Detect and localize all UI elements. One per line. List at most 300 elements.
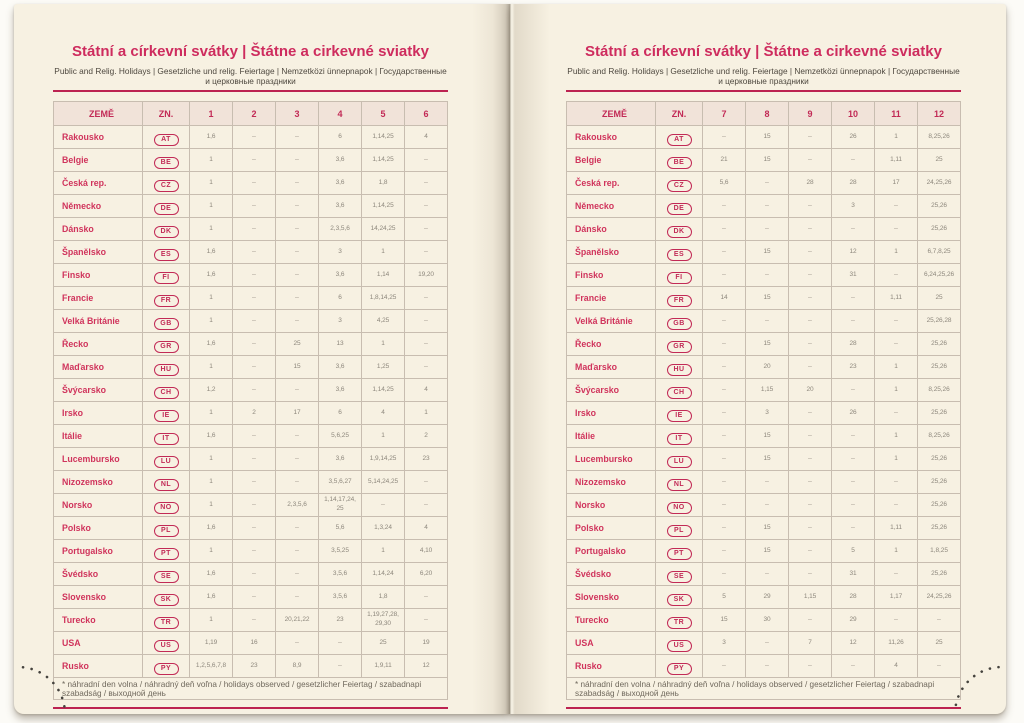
holiday-dates-cell: 1, 8 [362,172,405,195]
country-code-cell [656,310,703,333]
country-name: Finsko [567,264,656,287]
country-name: Nizozemsko [54,471,143,494]
holiday-dates-cell: 25, 26 [918,356,961,379]
country-name: Řecko [567,333,656,356]
holiday-dates-cell: 1 [875,356,918,379]
holiday-dates-cell: – [405,609,448,632]
holiday-dates-cell: 15 [276,356,319,379]
holiday-dates-cell: 3, 6 [319,264,362,287]
holiday-dates-cell: – [233,425,276,448]
holiday-dates-cell: – [746,195,789,218]
holiday-dates-cell: 1, 14, 24 [362,563,405,586]
holiday-dates-cell: 8, 25, 26 [918,379,961,402]
holiday-dates-cell: – [789,655,832,678]
holiday-dates-cell: – [789,356,832,379]
country-code-cell [656,471,703,494]
holiday-dates-cell: – [746,218,789,241]
country-name: Slovensko [567,586,656,609]
holiday-dates-cell: 31 [832,563,875,586]
holiday-dates-cell: 15 [746,540,789,563]
holiday-dates-cell: – [789,448,832,471]
country-code-cell [656,172,703,195]
country-code-cell [656,609,703,632]
country-code-badge: DK [154,226,179,238]
country-code-badge: HU [667,364,692,376]
table-row [54,586,448,609]
holiday-dates-cell: – [319,632,362,655]
country-code-cell [143,218,190,241]
holiday-dates-cell: – [233,540,276,563]
country-name: Německo [567,195,656,218]
holiday-dates-cell: – [746,632,789,655]
table-row [567,655,961,678]
holiday-dates-cell: 1, 14, 25 [362,379,405,402]
country-code-cell [143,425,190,448]
holiday-dates-cell: – [703,425,746,448]
holiday-dates-cell: 2, 3, 5, 6 [276,494,319,517]
column-header-country: ZEMĚ [54,102,143,126]
holiday-dates-cell: – [405,356,448,379]
table-row [567,517,961,540]
holiday-dates-cell: 1, 8 [362,586,405,609]
country-name: Irsko [567,402,656,425]
holiday-dates-cell: – [918,609,961,632]
holiday-dates-cell: – [832,494,875,517]
table-row [54,264,448,287]
country-code-badge: NL [667,479,692,491]
country-name: Irsko [54,402,143,425]
table-row [567,540,961,563]
holiday-dates-cell: 1, 14, 25 [362,195,405,218]
holiday-dates-cell: 1, 14, 25 [362,149,405,172]
country-name: Polsko [54,517,143,540]
country-name: USA [54,632,143,655]
table-row [54,655,448,678]
holiday-dates-cell: 15 [746,333,789,356]
holiday-dates-cell: – [832,448,875,471]
page-subtitle: Public and Relig. Holidays | Gesetzliche und relig. Feiertage | Nemzetközi ünnepnapok | Государственные и церковные праздники [567,66,960,86]
holiday-dates-cell: 5 [832,540,875,563]
holiday-dates-cell: – [746,471,789,494]
holiday-dates-cell: – [405,287,448,310]
table-row [54,448,448,471]
holiday-dates-cell: – [233,172,276,195]
holiday-dates-cell: 1, 19 [190,632,233,655]
country-code-badge: ES [667,249,692,261]
holiday-dates-cell: 20, 21, 22 [276,609,319,632]
holidays-table [566,101,961,678]
country-code-badge: TR [154,617,179,629]
country-code-cell [143,448,190,471]
country-code-cell [143,517,190,540]
holiday-dates-cell: 3 [319,310,362,333]
country-code-cell [656,379,703,402]
holiday-dates-cell: 1 [875,126,918,149]
holiday-dates-cell: 1 [190,218,233,241]
holiday-dates-cell: 1 [875,241,918,264]
country-code-cell [143,471,190,494]
country-code-cell [143,333,190,356]
holiday-dates-cell: 1 [875,540,918,563]
country-name: Velká Británie [54,310,143,333]
country-name: Finsko [54,264,143,287]
country-name: Česká rep. [567,172,656,195]
holidays-table [53,101,448,678]
country-code-badge: BE [154,157,179,169]
table-row [54,425,448,448]
table-row [54,540,448,563]
column-header-month: 10 [832,102,875,126]
holiday-dates-cell: 11, 26 [875,632,918,655]
holiday-dates-cell: 15 [746,425,789,448]
holiday-dates-cell: – [832,287,875,310]
holiday-dates-cell: – [276,218,319,241]
country-code-cell [656,402,703,425]
country-code-badge: SK [667,594,692,606]
country-name: Francie [567,287,656,310]
holiday-dates-cell: 1, 8, 14, 25 [362,287,405,310]
table-row [54,126,448,149]
holiday-dates-cell: 25, 26 [918,494,961,517]
holiday-dates-cell: 3, 5, 6 [319,563,362,586]
column-header-month: 4 [319,102,362,126]
holiday-dates-cell: 28 [832,333,875,356]
country-code-cell [143,655,190,678]
divider-line [53,90,448,92]
holiday-dates-cell: 20 [789,379,832,402]
holiday-dates-cell: – [789,241,832,264]
holiday-dates-cell: 1, 14, 25 [362,126,405,149]
holiday-dates-cell: 6, 7, 8, 25 [918,241,961,264]
holiday-dates-cell: – [233,149,276,172]
holiday-dates-cell: – [789,402,832,425]
holiday-dates-cell: 17 [276,402,319,425]
holiday-dates-cell: – [875,609,918,632]
column-header-code: ZN. [143,102,190,126]
country-name: Maďarsko [54,356,143,379]
holiday-dates-cell: – [276,563,319,586]
holiday-dates-cell: 17 [875,172,918,195]
holiday-dates-cell: – [875,494,918,517]
country-name: Maďarsko [567,356,656,379]
holiday-dates-cell: 4 [405,379,448,402]
table-row [54,609,448,632]
holiday-dates-cell: 8, 25, 26 [918,126,961,149]
country-code-badge: ES [154,249,179,261]
holiday-dates-cell: 8, 9 [276,655,319,678]
holiday-dates-cell: 25, 26 [918,448,961,471]
country-code-badge: DE [667,203,692,215]
holiday-dates-cell: – [233,241,276,264]
country-code-cell [656,333,703,356]
country-code-cell [656,494,703,517]
holiday-dates-cell: 1, 6 [190,241,233,264]
divider-line [566,90,961,92]
country-code-badge: CH [667,387,692,399]
column-header-month: 12 [918,102,961,126]
holiday-dates-cell: 15 [746,126,789,149]
country-code-cell [143,356,190,379]
country-code-badge: CH [154,387,179,399]
page-right [510,4,1006,714]
country-name: Řecko [54,333,143,356]
holiday-dates-cell: – [832,655,875,678]
holiday-dates-cell: 3 [832,195,875,218]
holiday-dates-cell: – [703,264,746,287]
holiday-dates-cell: 3, 6 [319,149,362,172]
holiday-dates-cell: 1 [362,540,405,563]
country-code-cell [656,540,703,563]
holiday-dates-cell: 15 [703,609,746,632]
country-name: Belgie [54,149,143,172]
country-code-cell [143,379,190,402]
holiday-dates-cell: – [832,149,875,172]
holiday-dates-cell: – [703,379,746,402]
country-code-badge: US [667,640,692,652]
page-title: Státní a církevní svátky | Štátne a cirkevné sviatky [585,43,942,60]
holiday-dates-cell: – [875,563,918,586]
country-code-cell [143,172,190,195]
country-name: Dánsko [567,218,656,241]
holiday-dates-cell: 1, 19, 27, 28, 29, 30 [362,609,405,632]
holiday-dates-cell: 1 [190,195,233,218]
country-name: Německo [54,195,143,218]
holiday-dates-cell: 25, 26 [918,195,961,218]
holiday-dates-cell: – [276,586,319,609]
column-header-country: ZEMĚ [567,102,656,126]
holiday-dates-cell: 29 [746,586,789,609]
country-code-badge: IT [667,433,692,445]
country-name: Švédsko [567,563,656,586]
holiday-dates-cell: 1 [190,609,233,632]
country-code-badge: FI [154,272,179,284]
holiday-dates-cell: – [789,264,832,287]
holiday-dates-cell: – [789,540,832,563]
country-code-badge: SE [154,571,179,583]
country-code-badge: DE [154,203,179,215]
holiday-dates-cell: 25, 26 [918,563,961,586]
holiday-dates-cell: – [276,517,319,540]
holiday-dates-cell: 1 [190,448,233,471]
holiday-dates-cell: – [703,356,746,379]
table-row [567,609,961,632]
country-code-badge: PL [667,525,692,537]
holiday-dates-cell: 15 [746,149,789,172]
holiday-dates-cell: – [703,494,746,517]
country-name: Itálie [54,425,143,448]
holiday-dates-cell: 1, 2 [190,379,233,402]
holiday-dates-cell: – [276,540,319,563]
table-row [54,517,448,540]
holiday-dates-cell: – [405,218,448,241]
holiday-dates-cell: – [276,195,319,218]
table-row [54,310,448,333]
country-code-badge: AT [154,134,179,146]
holiday-dates-cell: 19 [405,632,448,655]
holiday-dates-cell: – [233,563,276,586]
holiday-dates-cell: 5, 6 [319,517,362,540]
holiday-dates-cell: 4 [405,126,448,149]
table-row [567,632,961,655]
holiday-dates-cell: – [276,264,319,287]
country-code-cell [656,586,703,609]
country-code-badge: LU [667,456,692,468]
holiday-dates-cell: 15 [746,287,789,310]
country-code-cell [656,149,703,172]
country-code-badge: CZ [667,180,692,192]
country-code-badge: NL [154,479,179,491]
holiday-dates-cell: – [832,517,875,540]
holiday-dates-cell: 25 [276,333,319,356]
country-code-badge: FR [667,295,692,307]
column-header-month: 5 [362,102,405,126]
country-code-cell [143,264,190,287]
table-row [54,172,448,195]
country-code-cell [143,609,190,632]
holiday-dates-cell: 1 [190,172,233,195]
holiday-dates-cell: 25 [918,287,961,310]
holiday-dates-cell: 1, 6 [190,333,233,356]
holiday-dates-cell: – [233,379,276,402]
table-row [54,195,448,218]
table-row [567,425,961,448]
holiday-dates-cell: 1 [875,448,918,471]
holiday-dates-cell: 4 [405,517,448,540]
holiday-dates-cell: – [703,471,746,494]
holiday-dates-cell: 1, 3, 24 [362,517,405,540]
holiday-dates-cell: – [746,264,789,287]
holiday-dates-cell: 25, 26 [918,471,961,494]
holiday-dates-cell: – [233,218,276,241]
column-header-month: 2 [233,102,276,126]
country-code-badge: NO [154,502,179,514]
holiday-dates-cell: 1, 6 [190,425,233,448]
country-code-badge: BE [667,157,692,169]
holiday-dates-cell: 1 [190,356,233,379]
table-row [54,218,448,241]
table-row [567,172,961,195]
holiday-dates-cell: 2, 3, 5, 6 [319,218,362,241]
country-code-cell [143,287,190,310]
holiday-dates-cell: 6 [319,402,362,425]
holiday-dates-cell: 25, 26, 28 [918,310,961,333]
holiday-dates-cell: 3, 5, 6, 27 [319,471,362,494]
country-code-cell [656,126,703,149]
holiday-dates-cell: 16 [233,632,276,655]
country-name: Španělsko [54,241,143,264]
country-name: Velká Británie [567,310,656,333]
holiday-dates-cell: – [233,517,276,540]
country-name: Rakousko [54,126,143,149]
holiday-dates-cell: – [832,310,875,333]
holiday-dates-cell: – [703,402,746,425]
table-row [567,402,961,425]
country-code-cell [656,425,703,448]
holiday-dates-cell: 4 [875,655,918,678]
holiday-dates-cell: – [875,402,918,425]
holiday-dates-cell: 6 [319,126,362,149]
country-code-cell [656,563,703,586]
holiday-dates-cell: – [789,563,832,586]
holiday-dates-cell: – [789,609,832,632]
holiday-dates-cell: – [703,563,746,586]
holiday-dates-cell: – [276,172,319,195]
table-row [567,149,961,172]
country-code-badge: SE [667,571,692,583]
country-name: Norsko [54,494,143,517]
column-header-month: 3 [276,102,319,126]
table-row [567,448,961,471]
holiday-dates-cell: 1, 6 [190,586,233,609]
holiday-dates-cell: – [703,218,746,241]
holiday-dates-cell: – [233,586,276,609]
holiday-dates-cell: 1 [190,494,233,517]
holiday-dates-cell: – [362,494,405,517]
country-name: Česká rep. [54,172,143,195]
country-name: Rusko [54,655,143,678]
table-row [567,586,961,609]
column-header-month: 8 [746,102,789,126]
country-code-badge: GB [667,318,692,330]
holiday-dates-cell: 3, 6 [319,448,362,471]
holiday-dates-cell: 23 [405,448,448,471]
country-code-cell [143,195,190,218]
holiday-dates-cell: 1, 6 [190,264,233,287]
country-code-badge: CZ [154,180,179,192]
holiday-dates-cell: 7 [789,632,832,655]
holiday-dates-cell: – [875,333,918,356]
holiday-dates-cell: 12 [832,632,875,655]
holiday-dates-cell: 15 [746,517,789,540]
holiday-dates-cell: 23 [832,356,875,379]
holiday-dates-cell: 1 [190,402,233,425]
country-code-cell [656,264,703,287]
column-header-month: 1 [190,102,233,126]
holiday-dates-cell: – [789,425,832,448]
holiday-dates-cell: 13 [319,333,362,356]
holiday-dates-cell: – [875,195,918,218]
holiday-dates-cell: 1 [405,402,448,425]
country-code-cell [656,356,703,379]
holiday-dates-cell: – [276,471,319,494]
country-code-cell [143,402,190,425]
holiday-dates-cell: 1 [362,241,405,264]
holiday-dates-cell: 25 [918,149,961,172]
holiday-dates-cell: – [233,195,276,218]
country-code-badge: IE [667,410,692,422]
table-row [567,241,961,264]
country-name: Nizozemsko [567,471,656,494]
holiday-dates-cell: – [233,494,276,517]
holiday-dates-cell: 3, 6 [319,356,362,379]
holiday-dates-cell: 28 [789,172,832,195]
holiday-dates-cell: – [405,172,448,195]
holiday-dates-cell: – [746,310,789,333]
table-header-row [567,102,961,126]
holiday-dates-cell: 3, 5, 25 [319,540,362,563]
table-row [54,287,448,310]
holiday-dates-cell: – [276,287,319,310]
holiday-dates-cell: – [918,655,961,678]
divider-line [566,707,961,709]
holiday-dates-cell: 1 [875,379,918,402]
holiday-dates-cell: 3, 6 [319,172,362,195]
holiday-dates-cell: 4, 25 [362,310,405,333]
holiday-dates-cell: – [276,379,319,402]
country-code-cell [143,494,190,517]
country-name: Itálie [567,425,656,448]
holiday-dates-cell: 2 [233,402,276,425]
